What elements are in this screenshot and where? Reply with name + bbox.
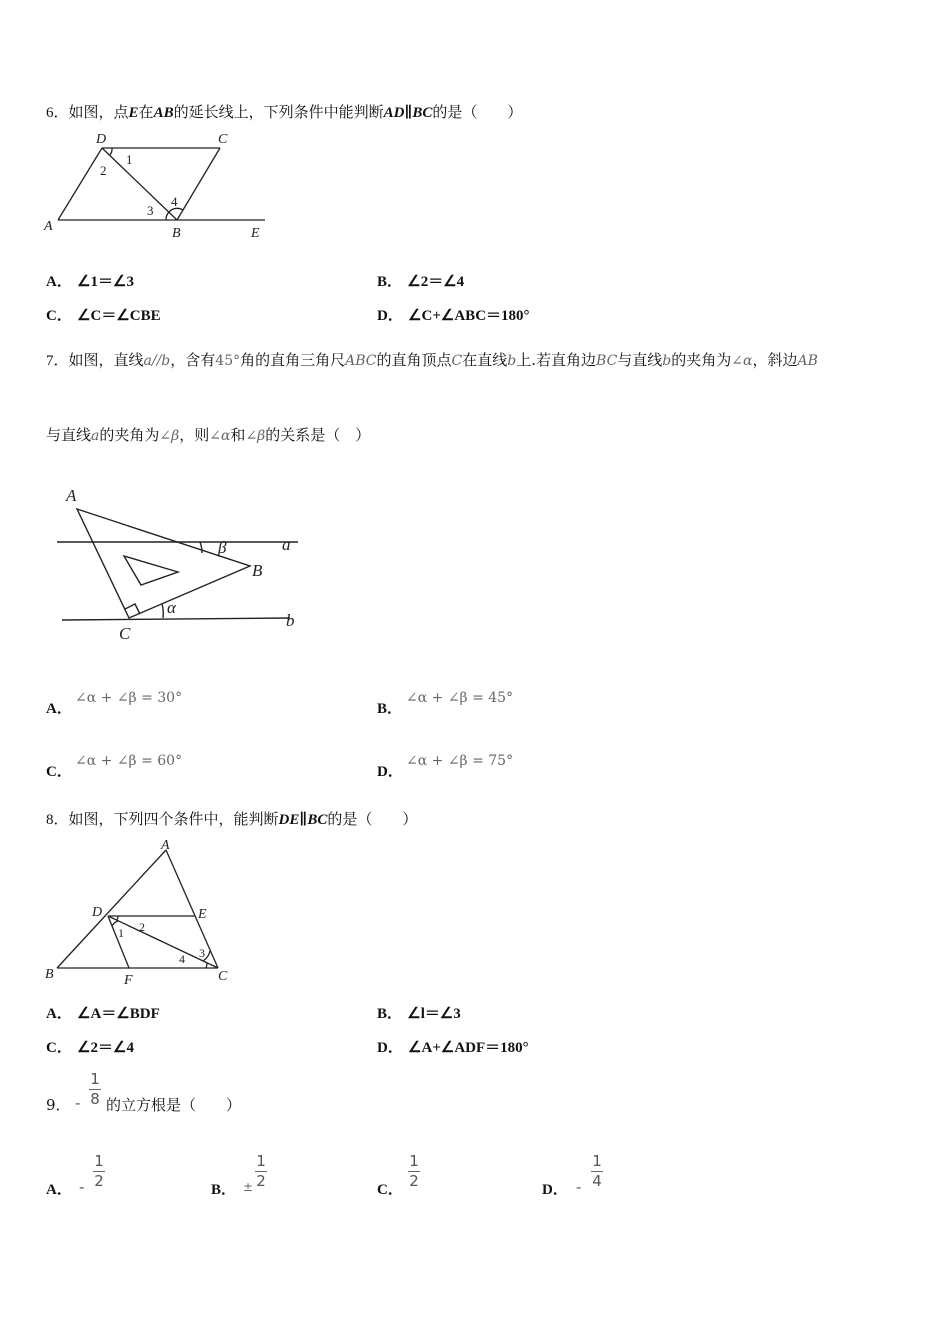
q7-option-b-label: B． [377, 701, 403, 717]
q8-option-d-label: D． [377, 1040, 403, 1056]
q6-option-d-text: ∠C+∠ABC＝180° [408, 308, 530, 324]
q6-option-b-text: ∠2＝∠4 [407, 274, 465, 290]
q7-math-beta2: ∠β [245, 428, 266, 444]
q6-text-4: 的是（ ） [432, 103, 523, 121]
q8-option-d-text: ∠A+∠ADF＝180° [408, 1040, 529, 1056]
q8-label-4: 4 [179, 952, 185, 966]
q9-option-b-fraction[interactable] [255, 1153, 267, 1190]
q8-segment-bc: BC [307, 812, 328, 828]
q6-line-cb [177, 148, 220, 220]
q9-number: 9． [46, 1096, 71, 1114]
q7-option-b[interactable] [377, 697, 402, 718]
q6-option-d[interactable] [377, 304, 530, 325]
q7-label-line-a: a [282, 535, 291, 554]
q7-label-beta: β [218, 538, 227, 557]
q9-option-d-numerator: 1 [592, 1152, 602, 1170]
q7-option-c[interactable] [46, 760, 72, 781]
q6-label-3: 3 [147, 203, 154, 218]
q7-math-45: 45° [215, 353, 241, 369]
q8-option-c[interactable] [46, 1036, 134, 1057]
q7-l2-text-3: ，则 [179, 426, 210, 444]
q7-text-9: ，斜边 [752, 351, 798, 369]
q7-math-beta: ∠β [159, 428, 180, 444]
q7-math-ab: a//b [143, 353, 171, 369]
q6-option-c-text: ∠C＝∠CBE [77, 308, 161, 324]
q6-option-a-text: ∠1＝∠3 [77, 274, 134, 290]
q7-math-b2: b [662, 353, 672, 369]
q8-option-a[interactable] [46, 1002, 160, 1023]
q9-option-d-fraction[interactable] [591, 1153, 603, 1190]
q9-option-c-numerator: 1 [409, 1152, 419, 1170]
q6-option-d-label: D． [377, 308, 403, 324]
q9-option-a[interactable] [46, 1178, 72, 1199]
q8-label-3: 3 [199, 946, 205, 960]
q7-figure [40, 478, 315, 650]
q7-option-a[interactable] [46, 697, 72, 718]
q7-option-a-label: A． [46, 701, 72, 717]
q9-option-a-denominator: 2 [94, 1172, 104, 1190]
q8-option-c-label: C． [46, 1040, 72, 1056]
q6-option-a-label: A． [46, 274, 72, 290]
q8-label-d: D [92, 905, 103, 920]
q6-segment-bc: BC [412, 105, 433, 121]
q6-line-ad [58, 148, 102, 220]
q6-parallel-sign: ∥ [404, 103, 413, 121]
q7-triangle-outer [77, 509, 250, 618]
q6-option-a[interactable] [46, 270, 134, 291]
q8-option-c-text: ∠2＝∠4 [77, 1040, 134, 1056]
q7-number: 7． [46, 353, 69, 369]
q6-stem [46, 102, 522, 123]
q8-label-f: F [124, 973, 133, 988]
q6-text-3: 的延长线上，下列条件中能判断 [173, 103, 384, 121]
q7-l2-text-1: 与直线 [46, 426, 92, 444]
q6-text-1: 如图，点 [68, 103, 129, 121]
q9-numerator: 1 [90, 1070, 100, 1088]
q6-segment-ab: AB [153, 105, 174, 121]
q8-text-1: 如图，下列四个条件中，能判断 [68, 810, 279, 828]
q7-math-alpha: ∠α [731, 353, 753, 369]
q8-parallel-sign: ∥ [299, 810, 308, 828]
q8-segment-de: DE [278, 812, 300, 828]
q7-text-7: 与直线 [617, 351, 663, 369]
q6-segment-ad: AD [383, 105, 405, 121]
q7-label-c-vertex: C [119, 624, 131, 643]
q7-label-a-vertex: A [66, 486, 77, 505]
q8-label-c: C [218, 969, 228, 984]
q9-option-d-denominator: 4 [592, 1172, 602, 1190]
q8-option-b[interactable] [377, 1002, 461, 1023]
q6-label-b: B [172, 226, 181, 241]
q7-stem-line-2 [46, 425, 370, 446]
q7-option-a-text[interactable]: ∠α + ∠β = 30° [75, 690, 183, 706]
q7-l2-text-4: 和 [230, 426, 246, 444]
q7-line-b [62, 618, 290, 620]
q7-text-1: 如图，直线 [68, 351, 144, 369]
q8-label-2: 2 [139, 920, 145, 934]
q8-label-a: A [161, 838, 170, 853]
q6-label-d: D [96, 132, 107, 147]
q8-option-b-text: ∠l＝∠3 [407, 1006, 461, 1022]
q9-minus: - [75, 1094, 81, 1112]
q7-option-d[interactable] [377, 760, 403, 781]
q7-option-d-label: D． [377, 764, 403, 780]
q6-label-1: 1 [126, 152, 133, 167]
q9-option-c-denominator: 2 [409, 1172, 419, 1190]
q9-option-d[interactable] [542, 1178, 568, 1199]
q6-line-db [102, 148, 177, 220]
q8-arc-4 [206, 963, 207, 968]
q6-label-2: 2 [100, 163, 107, 178]
q8-label-e: E [198, 907, 207, 922]
q9-option-b-numerator: 1 [256, 1152, 266, 1170]
q9-fraction [89, 1071, 101, 1108]
q9-option-b[interactable] [211, 1178, 236, 1199]
q9-option-a-numerator: 1 [94, 1152, 104, 1170]
q6-option-b[interactable] [377, 270, 464, 291]
q9-text: 的立方根是（ ） [106, 1096, 242, 1114]
q6-option-b-label: B． [377, 274, 403, 290]
q7-option-b-text[interactable]: ∠α + ∠β = 45° [406, 690, 514, 706]
q7-l2-text-2: 的夹角为 [99, 426, 160, 444]
q7-text-3: 角的直角三角尺 [240, 351, 346, 369]
q9-option-d-sign: - [576, 1178, 582, 1196]
q6-label-e: E [251, 226, 260, 241]
q7-math-a: a [91, 428, 100, 444]
q7-text-8: 的夹角为 [671, 351, 732, 369]
q7-text-2: ，含有 [170, 351, 216, 369]
q8-stem [46, 809, 417, 830]
q6-label-a: A [44, 219, 53, 234]
q9-option-b-label: B． [211, 1182, 237, 1198]
q7-right-angle-mark [125, 604, 140, 614]
q7-math-b: b [507, 353, 517, 369]
q7-triangle-inner [124, 556, 178, 585]
q9-option-a-sign: - [79, 1178, 85, 1196]
q7-option-d-text[interactable]: ∠α + ∠β = 75° [406, 753, 514, 769]
q8-label-b: B [45, 967, 54, 982]
q9-option-b-denominator: 2 [256, 1172, 266, 1190]
q8-line-ba [57, 850, 166, 968]
q8-line-ac [166, 850, 218, 968]
q7-text-4: 的直角顶点 [376, 351, 452, 369]
q7-math-abc: ABC [345, 353, 377, 369]
q7-math-ab-seg: AB [797, 353, 818, 369]
q8-text-2: 的是（ ） [327, 810, 418, 828]
q6-figure [40, 128, 280, 243]
q6-arc-1 [110, 148, 112, 155]
q7-math-c: C [451, 353, 463, 369]
q6-arc-3 [166, 212, 169, 220]
q9-option-c-label: C． [377, 1182, 403, 1198]
q9-option-c[interactable] [377, 1178, 403, 1199]
q6-number: 6． [46, 105, 69, 121]
q7-arc-alpha [162, 604, 163, 618]
q9-option-c-fraction[interactable] [408, 1153, 420, 1190]
q7-math-alpha2: ∠α [209, 428, 231, 444]
q9-option-a-fraction[interactable] [93, 1153, 105, 1190]
q6-option-c[interactable] [46, 304, 161, 325]
q6-option-c-label: C． [46, 308, 72, 324]
q7-label-b-vertex: B [252, 561, 263, 580]
q7-option-c-text[interactable]: ∠α + ∠β = 60° [75, 753, 183, 769]
q7-text-5: 在直线 [462, 351, 508, 369]
q8-number: 8． [46, 812, 69, 828]
q9-option-a-label: A． [46, 1182, 72, 1198]
q6-point-e: E [128, 105, 139, 121]
q9-denominator: 8 [90, 1090, 100, 1108]
q8-option-d[interactable] [377, 1036, 529, 1057]
q7-l2-text-5: 的关系是（ ） [265, 426, 371, 444]
q8-option-b-label: B． [377, 1006, 403, 1022]
q8-option-a-text: ∠A＝∠BDF [77, 1006, 160, 1022]
q8-figure [40, 836, 245, 991]
q7-option-c-label: C． [46, 764, 72, 780]
q8-line-dc [108, 916, 218, 968]
q8-label-1: 1 [118, 926, 124, 940]
q7-text-6: 上.若直角边 [516, 351, 597, 369]
q7-arc-beta [200, 542, 202, 553]
q6-label-c: C [218, 132, 228, 147]
q7-stem-line-1 [46, 350, 818, 371]
q7-math-bc: BC [596, 353, 618, 369]
q9-option-b-sign: ± [243, 1180, 254, 1194]
q7-label-line-b: b [286, 611, 295, 630]
q6-text-2: 在 [138, 103, 154, 121]
q7-label-alpha: α [167, 598, 176, 617]
q8-option-a-label: A． [46, 1006, 72, 1022]
q6-label-4: 4 [171, 194, 178, 209]
q9-option-d-label: D． [542, 1182, 568, 1198]
